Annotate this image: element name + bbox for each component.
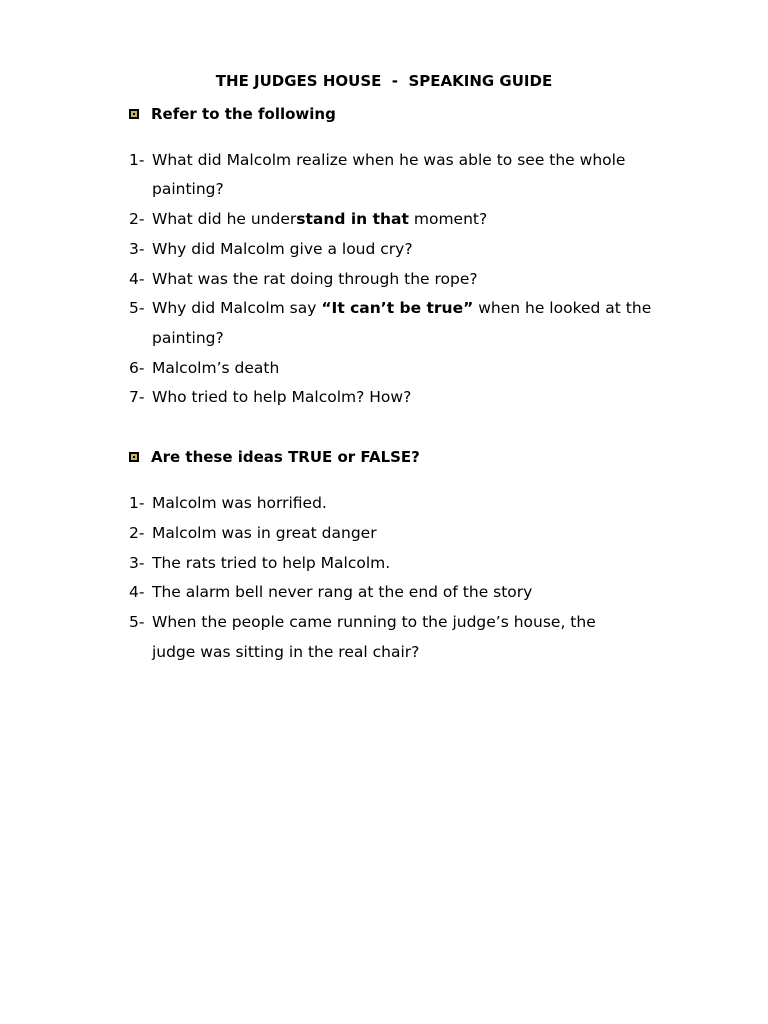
item-text: What did he under — [152, 210, 297, 228]
page-title: THE JUDGES HOUSE - SPEAKING GUIDE — [215, 72, 553, 90]
section-heading-true-false — [129, 448, 420, 466]
item-number: 3- — [129, 240, 145, 258]
list-item — [129, 488, 327, 518]
item-text: When the people came running to the judge’s house, the — [152, 613, 596, 631]
list-item — [129, 518, 377, 548]
section-heading-label: Are these ideas TRUE or FALSE? — [151, 448, 420, 466]
list-item — [129, 548, 390, 578]
item-text: What was the rat doing through the rope? — [152, 270, 478, 288]
item-bold-text: “It can’t be true” — [321, 299, 474, 317]
item-continuation: painting? — [152, 329, 224, 347]
item-text: Malcolm was horrified. — [152, 494, 327, 512]
item-text: Who tried to help Malcolm? How? — [152, 388, 412, 406]
list-item — [129, 204, 487, 234]
item-number: 5- — [129, 299, 145, 317]
item-text-tail: moment? — [408, 210, 488, 228]
item-number: 4- — [129, 270, 145, 288]
list-item — [129, 145, 625, 175]
square-bullet-icon — [129, 452, 139, 462]
item-text: What did Malcolm realize when he was able to see the whole — [152, 151, 626, 169]
section-heading-label: Refer to the following — [151, 105, 336, 123]
item-continuation: judge was sitting in the real chair? — [152, 643, 420, 661]
item-text: Malcolm was in great danger — [152, 524, 377, 542]
item-number: 5- — [129, 613, 145, 631]
list-item — [129, 293, 651, 323]
item-text-tail: when he looked at the — [473, 299, 652, 317]
item-number: 2- — [129, 524, 145, 542]
item-text: Why did Malcolm give a loud cry? — [152, 240, 413, 258]
section-heading-refer — [129, 105, 336, 123]
item-number: 4- — [129, 583, 145, 601]
item-text: Why did Malcolm say — [152, 299, 322, 317]
list-item — [129, 577, 532, 607]
item-number: 6- — [129, 359, 145, 377]
list-item — [129, 607, 596, 637]
item-bold-text: stand in that — [296, 210, 409, 228]
item-number: 1- — [129, 494, 145, 512]
item-number: 3- — [129, 554, 145, 572]
item-number: 7- — [129, 388, 145, 406]
item-text: The alarm bell never rang at the end of the story — [152, 583, 533, 601]
item-text: Malcolm’s death — [152, 359, 280, 377]
item-continuation: painting? — [152, 180, 224, 198]
item-number: 1- — [129, 151, 145, 169]
list-item — [129, 264, 478, 294]
list-item — [129, 234, 413, 264]
item-text: The rats tried to help Malcolm. — [152, 554, 391, 572]
list-item — [129, 382, 411, 412]
list-item — [129, 353, 279, 383]
item-number: 2- — [129, 210, 145, 228]
square-bullet-icon — [129, 109, 139, 119]
